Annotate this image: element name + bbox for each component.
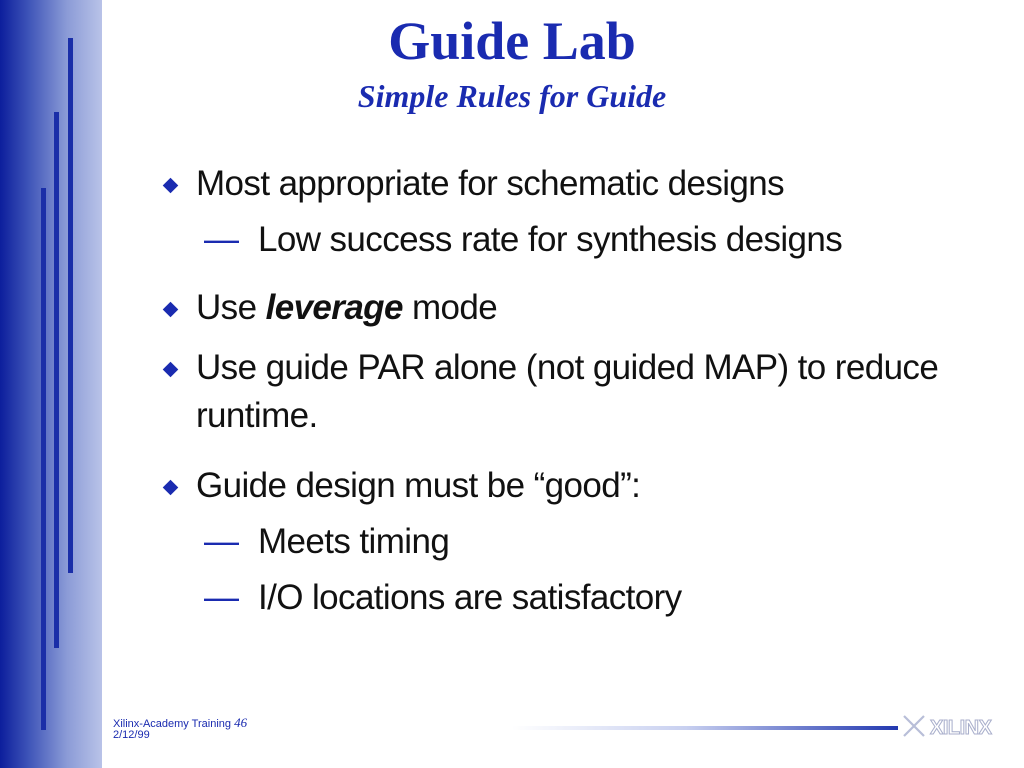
sidebar-vertical-line	[54, 112, 59, 648]
bullet-text-prefix: Use	[196, 288, 266, 327]
bullet-text-suffix: mode	[402, 288, 498, 327]
bullet-emphasis: leverage	[265, 288, 403, 327]
bullet-item	[162, 160, 942, 208]
bullet-item	[162, 344, 942, 440]
sub-bullet-item	[162, 518, 942, 566]
diamond-bullet-icon	[163, 178, 179, 194]
sub-bullet-item	[162, 574, 942, 622]
sidebar-vertical-line	[41, 188, 46, 730]
sidebar-vertical-line	[68, 38, 73, 573]
bullet-text: Guide design must be “good”:	[196, 466, 641, 505]
footer-gradient-bar	[512, 726, 898, 730]
diamond-bullet-icon	[163, 302, 179, 318]
dash-bullet-icon: —	[204, 522, 239, 561]
dash-bullet-icon: —	[204, 220, 239, 259]
logo-text: XILINX	[930, 717, 992, 739]
page-number: 46	[234, 715, 248, 730]
diamond-bullet-icon	[163, 480, 179, 496]
bullet-item	[162, 284, 942, 332]
sidebar-gradient	[0, 0, 102, 768]
dash-bullet-icon: —	[204, 578, 239, 617]
bullet-item	[162, 462, 942, 510]
diamond-bullet-icon	[163, 362, 179, 378]
sub-bullet-text: Low success rate for synthesis designs	[258, 220, 843, 259]
sub-bullet-text: I/O locations are satisfactory	[258, 578, 682, 617]
footer-training-label: Xilinx-Academy Training	[113, 718, 231, 730]
xilinx-logo-icon	[902, 713, 1006, 739]
footer-date: 2/12/99	[113, 729, 150, 741]
bullet-text: Most appropriate for schematic designs	[196, 164, 785, 203]
slide-subtitle: Simple Rules for Guide	[357, 78, 667, 114]
sub-bullet-text: Meets timing	[258, 522, 450, 561]
slide-body	[162, 160, 942, 622]
sub-bullet-item	[162, 216, 942, 264]
slide-title: Guide Lab	[388, 11, 636, 71]
bullet-text: Use guide PAR alone (not guided MAP) to reduce runtime.	[196, 348, 939, 435]
